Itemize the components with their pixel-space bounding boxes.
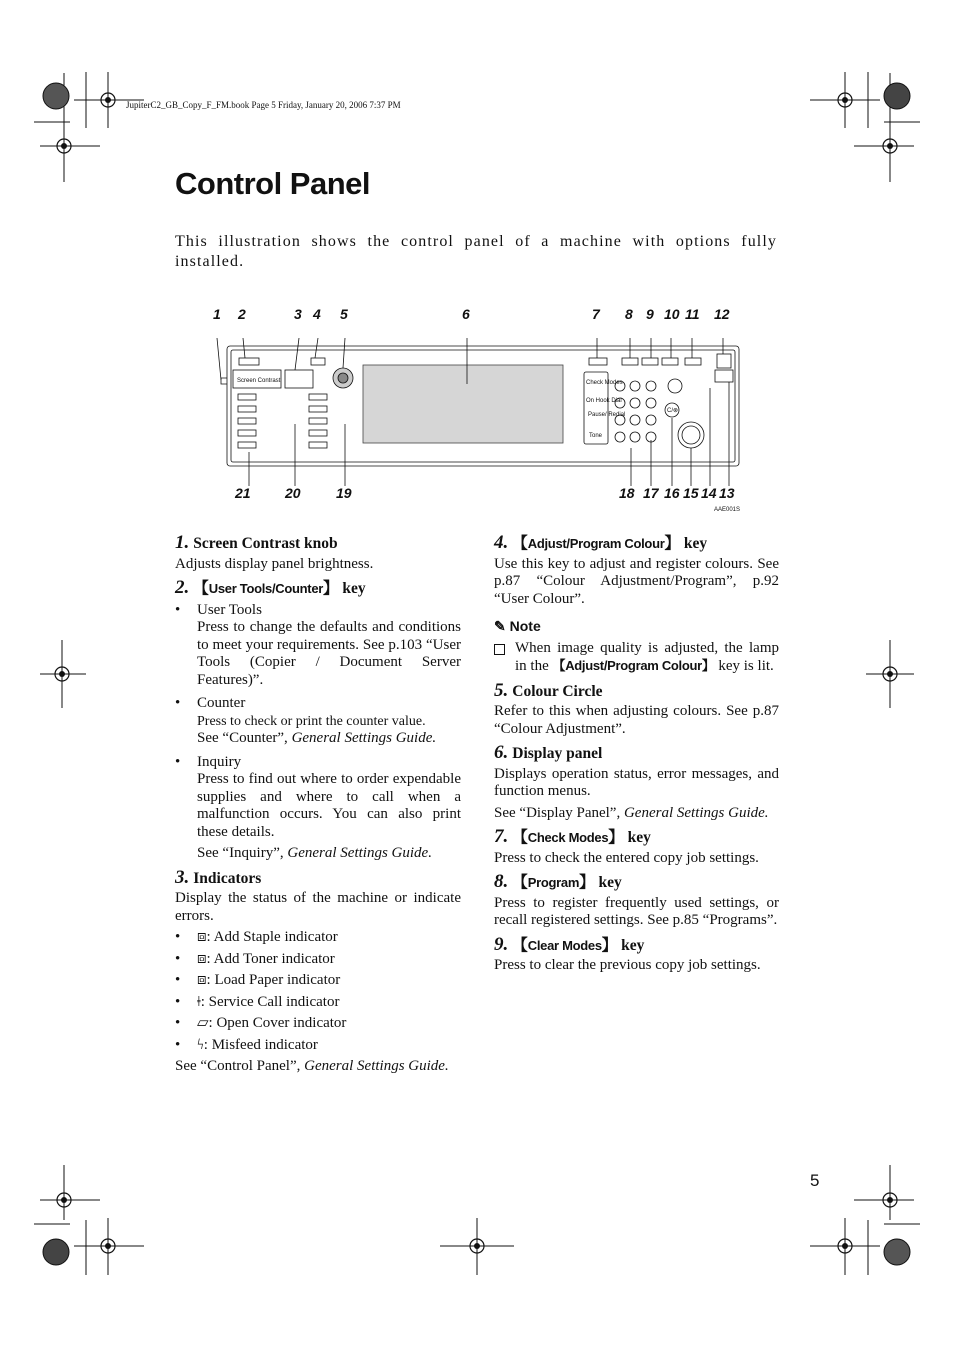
open-cover-icon: ▱ [197,1015,209,1031]
section-4-body: Use this key to adjust and register colours. See p.87 “Colour Adjustment/Program”, p.92 “User Colour”. [494,555,779,607]
section-8-body: Press to register frequently used settings, or recall registered settings. See p.85 “Programs”. [494,894,779,928]
book-header-line: JupiterC2_GB_Copy_F_FM.book Page 5 Friday, January 20, 2006 7:37 PM [126,100,401,110]
section-7-heading: 7. 【Check Modes】 key [494,826,651,847]
section-6-heading: 6. Display panel [494,742,603,763]
section-6-see: See “Display Panel”, General Settings Guide. [494,804,769,821]
callout-3: 3 [294,306,302,322]
toner-icon: ⧈ [197,950,207,967]
section-5-body: Refer to this when adjusting colours. See p.87 “Colour Adjustment”. [494,703,779,737]
figure-code: AAE001S [714,507,741,513]
section-8-heading: 8. 【Program】 key [494,871,622,892]
callout-4: 4 [313,306,321,322]
callout-14: 14 [701,485,717,501]
callout-20: 20 [285,485,301,501]
section-9-body: Press to clear the previous copy job settings. [494,957,761,973]
list-item: • ⧈: Add Toner indicator [197,951,461,969]
list-item: • User Tools Press to change the defaults and conditions to meet your requirements. See p.103 “User Tools (Copier / Document Server Features)”. [197,602,461,690]
left-column [175,528,461,1080]
callout-9: 9 [646,306,654,322]
callout-6: 6 [462,306,470,322]
callout-1: 1 [213,306,221,322]
note-body: When image quality is adjusted, the lamp in the 【Adjust/Program Colour】 key is lit. [494,640,779,676]
misfeed-icon: ϟ [197,1036,204,1053]
page-title: Control Panel [175,166,371,201]
section-1-heading: 1. Screen Contrast knob [175,532,338,553]
callout-5: 5 [340,306,348,322]
on-hook-label: On Hook Dial [586,398,622,404]
screen-contrast-label: Screen Contrast [237,378,281,384]
section-2-list [175,602,461,863]
section-4-heading: 4. 【Adjust/Program Colour】 key [494,532,708,553]
clear-stop-label: C/⊗ [667,408,679,414]
note-heading: ✎ Note [494,618,541,634]
section-6-body: Displays operation status, error messages, and function menus. [494,765,779,799]
intro-paragraph: This illustration shows the control panel of a machine with options fully installed. [175,233,777,270]
section-1-body: Adjusts display panel brightness. [175,555,374,572]
section-5-heading: 5. Colour Circle [494,679,603,701]
control-panel-figure [205,300,750,520]
callout-15: 15 [683,485,699,501]
service-call-icon: ǂ [197,993,201,1010]
section-3-body: Display the status of the machine or indicate errors. [175,890,461,924]
list-item: • ⧈: Add Staple indicator [197,929,461,947]
list-item: • ⧈: Load Paper indicator [197,972,461,990]
right-column [494,528,779,979]
pencil-icon: ✎ [494,618,506,634]
section-9-heading: 9. 【Clear Modes】 key [494,933,645,955]
callout-7: 7 [592,306,600,322]
callout-19: 19 [336,485,352,501]
list-item: • Counter Press to check or print the counter value. See “Counter”, General Settings Guide. [197,695,461,748]
callout-16: 16 [664,485,680,501]
list-item: • ǂ: Service Call indicator [197,994,461,1012]
tone-label: Tone [589,433,603,439]
section-7-body: Press to check the entered copy job settings. [494,849,759,866]
staple-icon: ⧈ [197,929,207,945]
callout-13: 13 [719,485,735,501]
checkbox-icon [494,644,505,655]
page-number: 5 [810,1171,820,1190]
section-3-see: See “Control Panel”, General Settings Guide. [175,1058,449,1074]
section-2-heading: 2. 【User Tools/Counter】 key [175,577,366,598]
paper-icon: ⧈ [197,972,207,988]
callout-18: 18 [619,485,635,501]
list-item: • ϟ: Misfeed indicator [197,1037,461,1055]
callout-12: 12 [714,306,730,322]
check-modes-label: Check Modes [586,380,623,386]
callout-17: 17 [643,485,659,501]
indicator-list [175,929,461,1054]
section-3-heading: 3. Indicators [175,866,262,888]
pause-label: Pause/ Redial [588,412,626,418]
list-item: • Inquiry Press to find out where to order expendable supplies and where to call when a malfunction occurs. You can also print these details. See “Inquiry”, General Settings Guide. [197,754,461,863]
list-item: • ▱: Open Cover indicator [197,1015,461,1033]
callout-21: 21 [235,485,251,501]
callout-2: 2 [238,306,246,322]
callout-11: 11 [685,306,700,322]
callout-10: 10 [664,306,680,322]
callout-8: 8 [625,306,633,322]
